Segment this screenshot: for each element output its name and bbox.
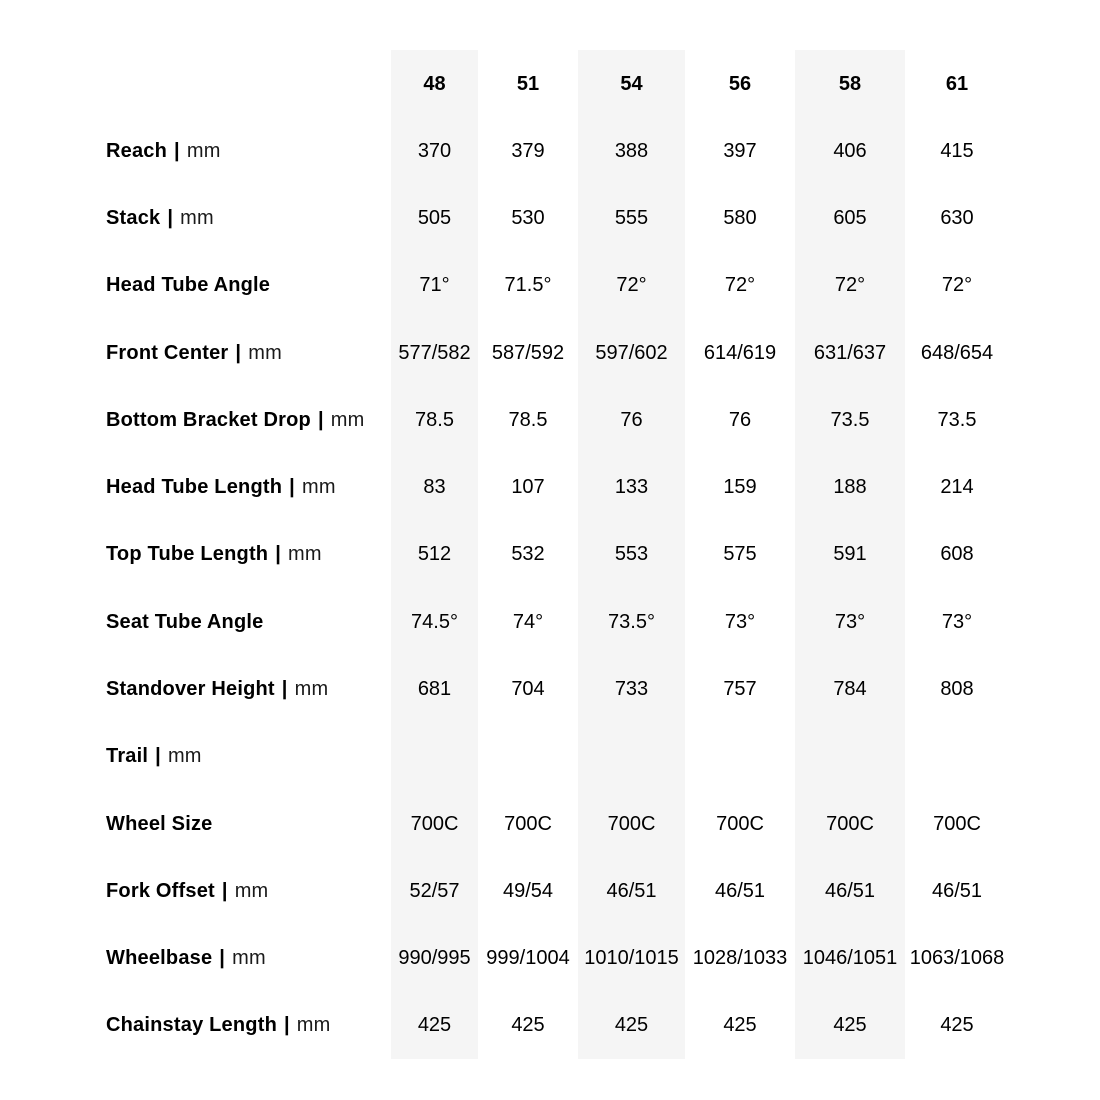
row-label: Wheelbase (106, 947, 213, 970)
value-cell: 78.5 (508, 408, 548, 431)
value-cell: 591 (795, 521, 905, 588)
table-row (0, 386, 1009, 453)
label-unit-separator: | (275, 543, 282, 566)
column-header-size: 61 (945, 72, 969, 95)
value-cell: 700C (391, 790, 478, 857)
unit-label: mm (248, 341, 282, 364)
row-label: Trail (106, 745, 149, 768)
row-label-cell (0, 185, 391, 252)
value-cell: 415 (940, 139, 974, 162)
geometry-table (0, 50, 1009, 1059)
row-label-cell (0, 454, 391, 521)
value-cell: 532 (511, 543, 545, 566)
label-unit-separator: | (281, 678, 288, 701)
value-cell: 73° (941, 610, 973, 633)
label-unit-separator: | (317, 408, 324, 431)
table-row (0, 588, 1009, 655)
value-cell: 46/51 (578, 857, 685, 924)
row-label-cell (0, 924, 391, 991)
value-cell: 73° (724, 610, 756, 633)
value-cell: 214 (940, 476, 974, 499)
value-cell: 631/637 (795, 319, 905, 386)
value-cell: 107 (511, 476, 545, 499)
label-unit-separator: | (221, 879, 228, 902)
label-unit-separator: | (174, 139, 180, 162)
value-cell: 133 (578, 454, 685, 521)
row-label-cell (0, 588, 391, 655)
table-row (0, 319, 1009, 386)
value-cell: 1028/1033 (692, 947, 788, 970)
unit-label: mm (232, 947, 266, 970)
table-row (0, 857, 1009, 924)
label-unit-separator: | (235, 341, 242, 364)
value-cell: 52/57 (391, 857, 478, 924)
row-label: Top Tube Length (106, 543, 269, 566)
unit-label: mm (294, 678, 329, 701)
row-label: Seat Tube Angle (106, 610, 264, 633)
unit-label: mm (330, 408, 365, 431)
header-row (0, 50, 1009, 117)
row-label: Head Tube Angle (106, 274, 271, 297)
unit-label: mm (296, 1014, 331, 1037)
value-cell: 808 (940, 678, 974, 701)
value-cell: 72° (724, 274, 756, 297)
value-cell: 648/654 (920, 341, 994, 364)
value-cell: 76 (578, 386, 685, 453)
value-cell: 425 (723, 1014, 757, 1037)
column-header-size: 54 (578, 50, 685, 117)
row-label-cell (0, 723, 391, 790)
column-header-size: 56 (728, 72, 752, 95)
value-cell: 49/54 (502, 879, 554, 902)
value-cell (391, 723, 478, 790)
label-unit-separator: | (289, 476, 295, 499)
table-row (0, 992, 1009, 1059)
value-cell: 71.5° (504, 274, 552, 297)
value-cell: 530 (511, 207, 545, 230)
row-label-cell (0, 857, 391, 924)
value-cell: 700C (795, 790, 905, 857)
value-cell: 605 (795, 185, 905, 252)
table-row (0, 655, 1009, 722)
value-cell: 388 (578, 117, 685, 184)
value-cell: 406 (795, 117, 905, 184)
value-cell: 1046/1051 (795, 924, 905, 991)
value-cell: 425 (511, 1014, 545, 1037)
value-cell: 83 (391, 454, 478, 521)
value-cell: 425 (940, 1014, 974, 1037)
unit-label: mm (180, 207, 214, 230)
row-label-cell (0, 319, 391, 386)
table-row (0, 117, 1009, 184)
value-cell: 78.5 (391, 386, 478, 453)
value-cell: 757 (723, 678, 757, 701)
value-cell: 577/582 (391, 319, 478, 386)
value-cell: 733 (578, 655, 685, 722)
row-label-cell (0, 252, 391, 319)
value-cell: 700C (504, 812, 552, 835)
value-cell: 784 (795, 655, 905, 722)
value-cell: 597/602 (578, 319, 685, 386)
value-cell: 46/51 (795, 857, 905, 924)
value-cell: 159 (723, 476, 757, 499)
row-label: Head Tube Length (106, 476, 283, 499)
value-cell: 704 (511, 678, 545, 701)
table-row (0, 252, 1009, 319)
value-cell (795, 723, 905, 790)
value-cell: 700C (716, 812, 764, 835)
table-row (0, 454, 1009, 521)
row-label-cell (0, 992, 391, 1059)
value-cell: 580 (723, 207, 757, 230)
value-cell: 73° (795, 588, 905, 655)
value-cell: 614/619 (703, 341, 777, 364)
row-label: Fork Offset (106, 879, 215, 902)
table-row (0, 924, 1009, 991)
value-cell: 512 (391, 521, 478, 588)
value-cell: 46/51 (714, 879, 766, 902)
value-cell: 73.5° (578, 588, 685, 655)
row-label: Standover Height (106, 678, 275, 701)
value-cell: 74.5° (391, 588, 478, 655)
value-cell: 379 (511, 139, 545, 162)
label-unit-separator: | (167, 207, 174, 230)
row-label: Bottom Bracket Drop (106, 408, 311, 431)
row-label: Front Center (106, 341, 229, 364)
row-label-cell (0, 386, 391, 453)
value-cell: 425 (795, 992, 905, 1059)
label-unit-separator: | (284, 1014, 290, 1037)
unit-label: mm (301, 476, 336, 499)
row-label-cell (0, 117, 391, 184)
column-header-size: 48 (391, 50, 478, 117)
value-cell: 700C (578, 790, 685, 857)
value-cell: 990/995 (391, 924, 478, 991)
value-cell: 46/51 (931, 879, 983, 902)
row-label: Chainstay Length (106, 1014, 277, 1037)
value-cell: 553 (578, 521, 685, 588)
unit-label: mm (186, 139, 221, 162)
value-cell: 72° (578, 252, 685, 319)
value-cell: 1063/1068 (909, 947, 1005, 970)
value-cell: 425 (578, 992, 685, 1059)
value-cell: 71° (391, 252, 478, 319)
value-cell (478, 723, 578, 790)
value-cell: 555 (578, 185, 685, 252)
value-cell: 397 (723, 139, 757, 162)
table-row (0, 521, 1009, 588)
value-cell: 188 (795, 454, 905, 521)
value-cell: 587/592 (491, 341, 565, 364)
unit-label: mm (167, 745, 202, 768)
table-row (0, 723, 1009, 790)
value-cell: 72° (941, 274, 973, 297)
value-cell: 681 (391, 655, 478, 722)
value-cell: 73.5 (937, 408, 977, 431)
value-cell: 608 (940, 543, 974, 566)
value-cell (578, 723, 685, 790)
value-cell: 999/1004 (486, 947, 570, 970)
value-cell: 1010/1015 (578, 924, 685, 991)
value-cell: 425 (391, 992, 478, 1059)
value-cell (905, 723, 1009, 790)
label-unit-separator: | (155, 745, 161, 768)
table-row (0, 185, 1009, 252)
value-cell: 630 (940, 207, 974, 230)
row-label: Stack (106, 207, 161, 230)
value-cell: 76 (728, 408, 752, 431)
value-cell: 370 (391, 117, 478, 184)
column-header-size: 51 (516, 72, 540, 95)
value-cell: 505 (391, 185, 478, 252)
row-label: Wheel Size (106, 812, 213, 835)
value-cell: 575 (723, 543, 757, 566)
value-cell (685, 723, 795, 790)
row-label-cell (0, 790, 391, 857)
value-cell: 72° (795, 252, 905, 319)
value-cell: 73.5 (795, 386, 905, 453)
label-unit-separator: | (219, 947, 226, 970)
column-header-size: 58 (795, 50, 905, 117)
table-row (0, 790, 1009, 857)
value-cell: 700C (933, 812, 981, 835)
corner-cell (0, 50, 391, 117)
row-label: Reach (106, 139, 168, 162)
value-cell: 74° (512, 610, 544, 633)
row-label-cell (0, 655, 391, 722)
unit-label: mm (288, 543, 322, 566)
row-label-cell (0, 521, 391, 588)
unit-label: mm (234, 879, 269, 902)
